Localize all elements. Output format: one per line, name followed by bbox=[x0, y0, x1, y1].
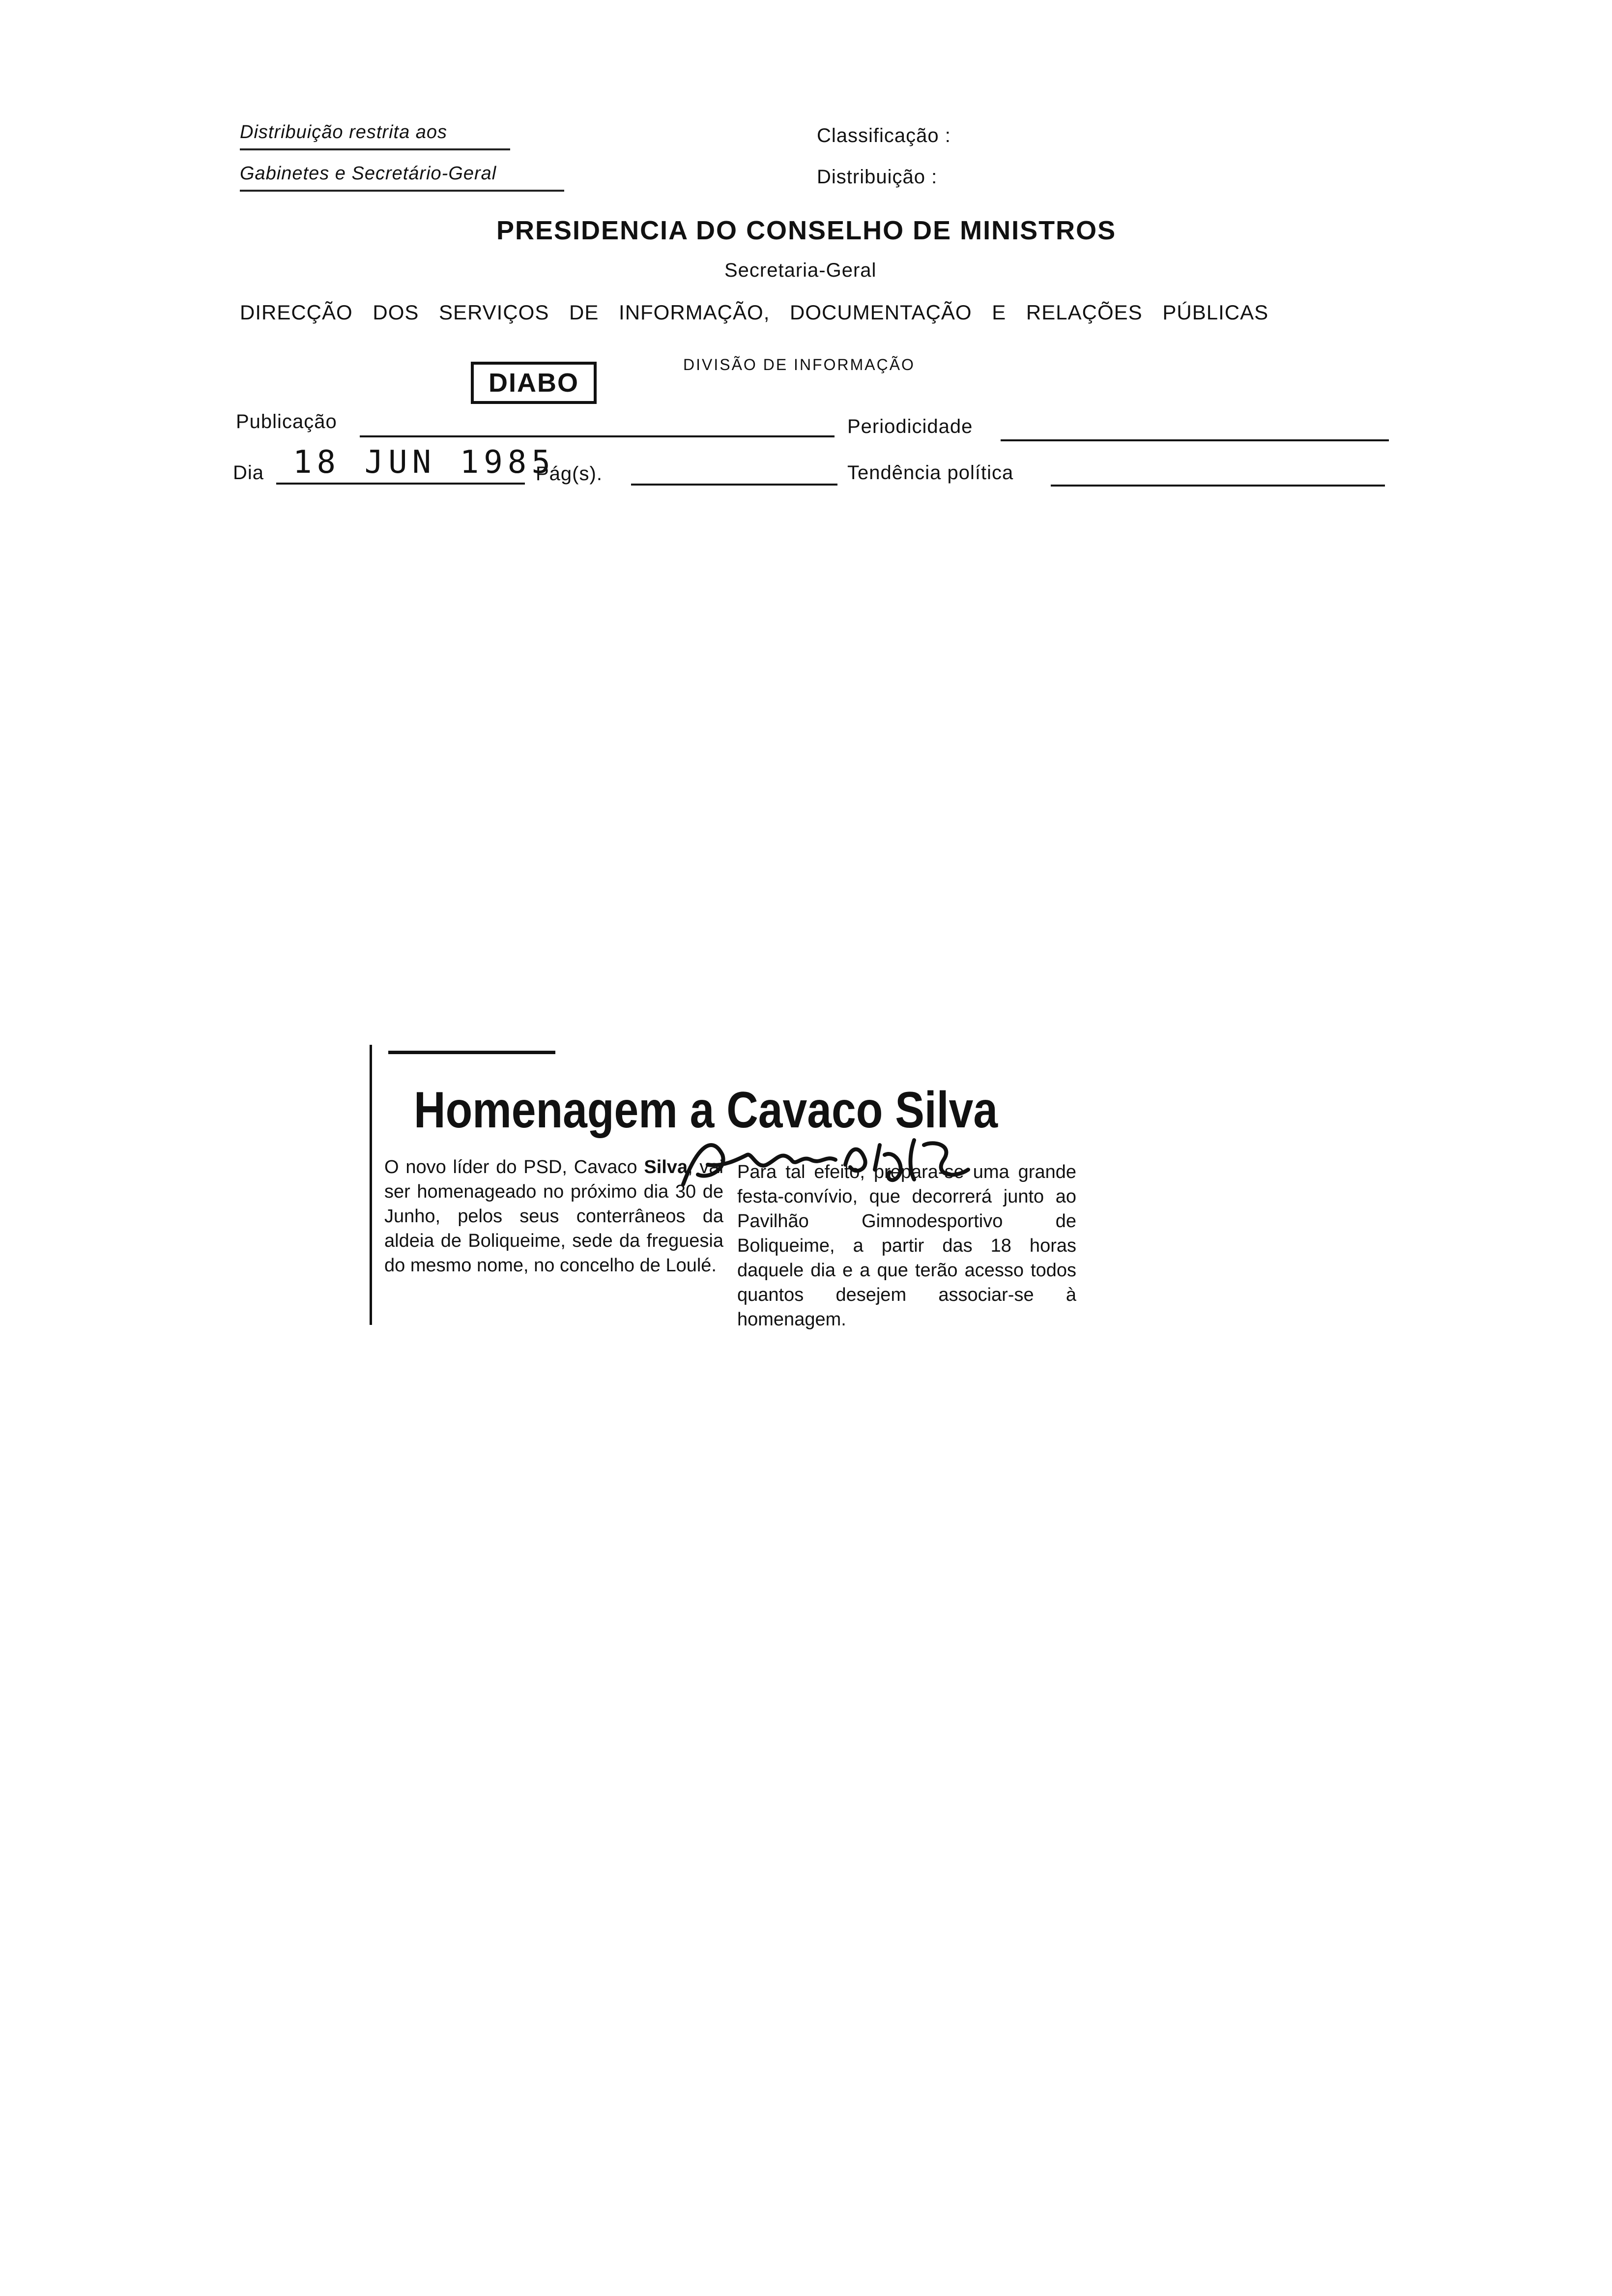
page-title: PRESIDENCIA DO CONSELHO DE MINISTROS bbox=[496, 216, 1117, 245]
column-1-body: , vai ser homenageado no próximo dia 30 de Junho, pelos seus conterrâneos da aldeia de Boliqueime, sede da freguesia do mesmo nome, no concelho de Loulé. bbox=[384, 1157, 723, 1276]
clipping-column-2: Para tal efeito, prepara-se uma grande festa-convívio, que decorrerá junto ao Pavilhão Gimnodesportivo de Boliqueime, a partir das 18 horas daquele dia e a que terão acesso todos quantos desejem associar-se à homenagem. bbox=[737, 1162, 1076, 1330]
date-field-line bbox=[276, 483, 525, 485]
restricted-distribution-line2: Gabinetes e Secretário-Geral bbox=[240, 163, 497, 184]
political-field-line bbox=[1051, 485, 1385, 487]
underline bbox=[240, 148, 510, 150]
publication-stamp: DIABO bbox=[471, 362, 597, 404]
publication-field-line bbox=[360, 435, 835, 437]
day-label: Dia bbox=[233, 462, 264, 484]
column-1-bold-name: Silva bbox=[644, 1157, 688, 1177]
restricted-distribution-line1: Distribuição restrita aos bbox=[240, 122, 448, 143]
page-subtitle: Secretaria-Geral bbox=[724, 259, 877, 281]
clipping-top-rule bbox=[388, 1051, 555, 1054]
column-1-lead: O novo líder do PSD, Cavaco bbox=[384, 1157, 644, 1177]
pages-label: Pág(s). bbox=[536, 463, 603, 485]
periodicity-field-line bbox=[1001, 439, 1389, 441]
clipping-headline: Homenagem a Cavaco Silva bbox=[414, 1082, 998, 1139]
directorate-heading: DIRECÇÃO DOS SERVIÇOS DE INFORMAÇÃO, DOCUMENTAÇÃO E RELAÇÕES PÚBLICAS bbox=[240, 301, 1269, 324]
political-tendency-label: Tendência política bbox=[847, 462, 1014, 484]
division-heading: DIVISÃO DE INFORMAÇÃO bbox=[683, 356, 915, 373]
handwritten-archive-note bbox=[678, 1125, 983, 1199]
distribution-label: Distribuição : bbox=[817, 166, 938, 188]
pages-field-line bbox=[631, 484, 837, 486]
publication-label: Publicação bbox=[236, 411, 337, 432]
underline bbox=[240, 190, 564, 192]
clipping-column-1 bbox=[384, 1155, 723, 1278]
date-stamp: 18 JUN 1985 bbox=[293, 444, 555, 481]
classification-label: Classificação : bbox=[817, 125, 951, 146]
periodicity-label: Periodicidade bbox=[847, 416, 973, 437]
clipping-left-border bbox=[370, 1045, 372, 1325]
